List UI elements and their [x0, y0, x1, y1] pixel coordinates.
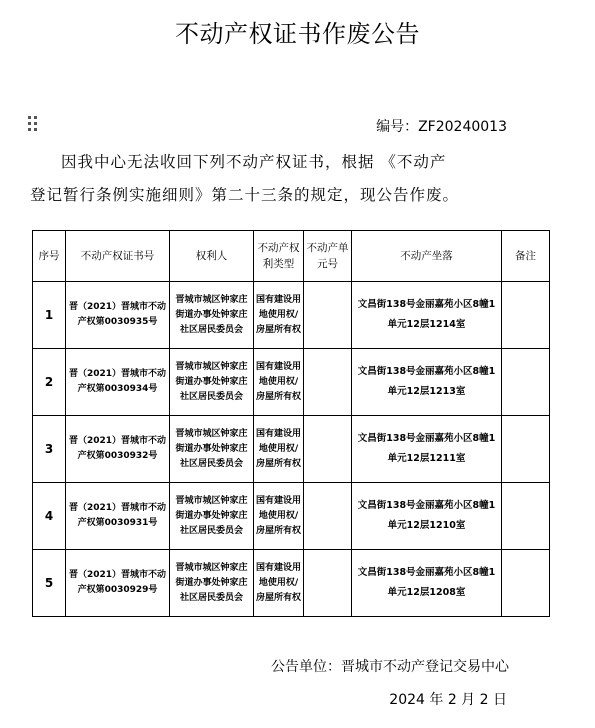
cell-index: 4 — [33, 483, 66, 550]
notice-paragraph — [30, 146, 550, 212]
cell-remark — [502, 416, 550, 483]
paragraph-line: 登记暂行条例实施细则》第二十三条的规定，现公告作废。 — [30, 186, 460, 204]
cell-holder: 晋城市城区钟家庄街道办事处钟家庄社区居民委员会 — [170, 483, 254, 550]
header-right-type: 不动产权利类型 — [254, 231, 304, 282]
cell-right-type: 国有建设用地使用权/房屋所有权 — [254, 282, 304, 349]
table-header-row — [33, 231, 550, 282]
cell-holder: 晋城市城区钟家庄街道办事处钟家庄社区居民委员会 — [170, 550, 254, 617]
cell-location: 文昌街138号金丽嘉苑小区8幢1单元12层1208室 — [352, 550, 502, 617]
cell-index: 2 — [33, 349, 66, 416]
move-handle-icon[interactable] — [28, 116, 38, 132]
cell-unit-no — [304, 282, 352, 349]
cell-index: 5 — [33, 550, 66, 617]
cell-unit-no — [304, 416, 352, 483]
header-index: 序号 — [33, 231, 66, 282]
cell-right-type: 国有建设用地使用权/房屋所有权 — [254, 483, 304, 550]
header-unit-no: 不动产单元号 — [304, 231, 352, 282]
document-number: 编号：ZF20240013 — [376, 119, 507, 135]
cell-remark — [502, 349, 550, 416]
cell-right-type: 国有建设用地使用权/房屋所有权 — [254, 349, 304, 416]
header-cert-no: 不动产权证书号 — [66, 231, 170, 282]
table-row — [33, 483, 550, 550]
certificate-table — [32, 230, 550, 617]
cell-location: 文昌街138号金丽嘉苑小区8幢1单元12层1210室 — [352, 483, 502, 550]
cell-cert-no: 晋（2021）晋城市不动产权第0030935号 — [66, 282, 170, 349]
page-title: 不动产权证书作废公告 — [175, 20, 420, 48]
cell-holder: 晋城市城区钟家庄街道办事处钟家庄社区居民委员会 — [170, 349, 254, 416]
table-row — [33, 416, 550, 483]
cell-cert-no: 晋（2021）晋城市不动产权第0030931号 — [66, 483, 170, 550]
cell-remark — [502, 282, 550, 349]
cell-cert-no: 晋（2021）晋城市不动产权第0030932号 — [66, 416, 170, 483]
cell-right-type: 国有建设用地使用权/房屋所有权 — [254, 550, 304, 617]
cell-remark — [502, 550, 550, 617]
table-row — [33, 282, 550, 349]
cell-index: 3 — [33, 416, 66, 483]
cell-cert-no: 晋（2021）晋城市不动产权第0030929号 — [66, 550, 170, 617]
cell-unit-no — [304, 550, 352, 617]
publish-date: 2024 年 2 月 2 日 — [389, 692, 507, 708]
table-row — [33, 349, 550, 416]
cell-unit-no — [304, 349, 352, 416]
header-location: 不动产坐落 — [352, 231, 502, 282]
cell-unit-no — [304, 483, 352, 550]
paragraph-line: 因我中心无法收回下列不动产权证书，根据 《不动产 — [61, 153, 447, 171]
header-holder: 权利人 — [170, 231, 254, 282]
cell-holder: 晋城市城区钟家庄街道办事处钟家庄社区居民委员会 — [170, 282, 254, 349]
cell-location: 文昌街138号金丽嘉苑小区8幢1单元12层1211室 — [352, 416, 502, 483]
publisher-line: 公告单位：晋城市不动产登记交易中心 — [271, 659, 509, 675]
cell-holder: 晋城市城区钟家庄街道办事处钟家庄社区居民委员会 — [170, 416, 254, 483]
cell-remark — [502, 483, 550, 550]
header-remark: 备注 — [502, 231, 550, 282]
cell-location: 文昌街138号金丽嘉苑小区8幢1单元12层1213室 — [352, 349, 502, 416]
cell-right-type: 国有建设用地使用权/房屋所有权 — [254, 416, 304, 483]
cell-cert-no: 晋（2021）晋城市不动产权第0030934号 — [66, 349, 170, 416]
cell-index: 1 — [33, 282, 66, 349]
cell-location: 文昌街138号金丽嘉苑小区8幢1单元12层1214室 — [352, 282, 502, 349]
table-row — [33, 550, 550, 617]
